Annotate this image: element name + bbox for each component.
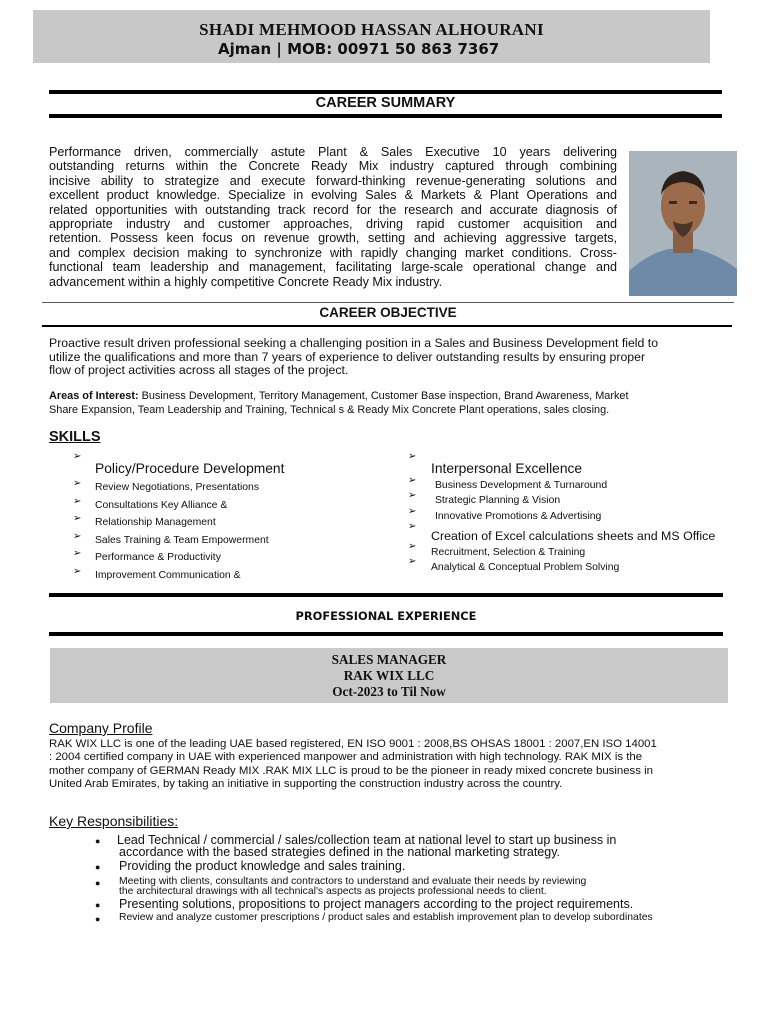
areas-of-interest <box>49 390 739 417</box>
summary-line: retention. Possess keen focus on revenue growth, setting and achieving aggressive targets, <box>49 231 617 246</box>
experience-top-rule <box>49 593 723 597</box>
company-profile-text <box>49 738 739 792</box>
header-banner <box>33 10 710 63</box>
skill-item: Performance & Productivity <box>95 552 221 563</box>
bullet-icon: ● <box>95 878 101 888</box>
responsibility-item: Providing the product knowledge and sales training. <box>119 859 406 873</box>
arrow-bullet-icon: ➢ <box>408 506 417 517</box>
candidate-name: SHADI MEHMOOD HASSAN ALHOURANI <box>199 20 544 39</box>
experience-bottom-rule <box>49 632 723 636</box>
interest-text: Business Development, Territory Management, Customer Base inspection, Brand Awareness, Market <box>138 390 629 402</box>
profile-photo <box>629 151 737 296</box>
profile-line: United Arab Emirates, by taking an initiative in supporting the construction industry across the country. <box>49 778 563 791</box>
job-title: SALES MANAGER <box>331 652 447 667</box>
interest-text: Share Expansion, Team Leadership and Training, Technical s & Ready Mix Concrete Plant operations, sales closing. <box>49 403 610 416</box>
objective-line: utilize the qualifications and more than 7 years of experience to deliver outstanding results by ensuring proper <box>49 349 646 364</box>
profile-line: : 2004 certified company in UAE with experienced manpower and administration with high technology. RAK MIX is the <box>49 751 643 764</box>
skill-item: Analytical & Conceptual Problem Solving <box>431 562 620 573</box>
arrow-bullet-icon: ➢ <box>408 541 417 552</box>
experience-title: PROFESSIONAL EXPERIENCE <box>295 609 477 623</box>
responsibility-item: Presenting solutions, propositions to project managers according to the project requirements. <box>119 897 634 911</box>
arrow-bullet-icon: ➢ <box>408 521 417 532</box>
profile-line: mother company of GERMAN Ready MIX .RAK MIX LLC is proud to be the pioneer in ready mixed concrete business in <box>49 764 653 777</box>
skill-item: Business Development & Turnaround <box>435 480 608 491</box>
arrow-bullet-icon: ➢ <box>73 548 82 559</box>
contact-line: Ajman | MOB: 00971 50 863 7367 <box>218 40 500 58</box>
bullet-icon: ● <box>95 862 101 872</box>
bullet-icon: ● <box>95 900 101 910</box>
objective-top-rule <box>42 302 734 303</box>
summary-line: excellent product knowledge. Specialize in evolving Sales & Markets & Plant Operations and <box>49 188 617 203</box>
arrow-bullet-icon: ➢ <box>73 531 82 542</box>
objective-line: flow of project activities across all stages of the project. <box>49 363 349 378</box>
responsibility-item: Lead Technical / commercial / sales/collection team at national level to start up business in <box>117 833 617 847</box>
profile-line: RAK WIX LLC is one of the leading UAE based registered, EN ISO 9001 : 2008,BS OHSAS 18001 : 2007,EN ISO 14001 <box>49 738 657 750</box>
skills-title: SKILLS <box>49 429 101 445</box>
skill-item: Innovative Promotions & Advertising <box>435 511 602 522</box>
career-objective-title: CAREER OBJECTIVE <box>319 305 457 320</box>
summary-line: appropriate industry and customer approaches, driving rapid customer acquisition and <box>49 217 617 232</box>
objective-bottom-rule <box>42 325 732 327</box>
bullet-icon: ● <box>95 836 101 846</box>
summary-top-rule <box>49 90 722 94</box>
skill-item: Review Negotiations, Presentations <box>95 482 260 493</box>
company-name: RAK WIX LLC <box>343 668 435 683</box>
key-responsibilities-heading: Key Responsibilities: <box>49 813 179 829</box>
company-profile-heading: Company Profile <box>49 720 153 736</box>
summary-line: and complex decision making to synchronize with rapidly changing market conditions. Cross- <box>49 245 617 260</box>
skill-heading: Creation of Excel calculations sheets and MS Office <box>431 529 716 543</box>
interest-label: Areas of Interest: <box>49 390 139 402</box>
job-period: Oct-2023 to Til Now <box>332 684 446 699</box>
summary-line: outstanding returns within the Concrete Ready Mix industry captured through combining <box>49 159 617 174</box>
arrow-bullet-icon: ➢ <box>73 451 82 462</box>
career-summary-text <box>49 145 617 289</box>
summary-line: related opportunities with outstanding track record for the research and accurate diagnosis of <box>49 202 617 217</box>
responsibility-item: accordance with the based strategies defined in the national marketing strategy. <box>119 845 561 859</box>
job-header-box <box>50 648 728 703</box>
skill-item: Recruitment, Selection & Training <box>431 547 586 558</box>
arrow-bullet-icon: ➢ <box>408 451 417 462</box>
career-objective-text <box>49 337 729 378</box>
summary-line: incisive ability to strategize and execute forward-thinking revenue-generating solutions and <box>49 173 617 188</box>
skill-heading: Policy/Procedure Development <box>95 461 285 476</box>
arrow-bullet-icon: ➢ <box>73 478 82 489</box>
skill-item: Consultations Key Alliance & <box>95 500 228 511</box>
arrow-bullet-icon: ➢ <box>73 513 82 524</box>
summary-line: Performance driven, commercially astute Plant & Sales Executive 10 years delivering <box>49 145 617 159</box>
skill-heading: Interpersonal Excellence <box>431 461 583 476</box>
arrow-bullet-icon: ➢ <box>73 566 82 577</box>
responsibility-item: the architectural drawings with all technical's aspects as projects professional needs to client. <box>119 886 547 897</box>
skill-item: Strategic Planning & Vision <box>435 495 561 506</box>
skill-item: Sales Training & Team Empowerment <box>95 535 269 546</box>
career-summary-title: CAREER SUMMARY <box>315 95 456 111</box>
bullet-icon: ● <box>95 914 101 924</box>
summary-bottom-rule <box>49 114 722 118</box>
responsibility-item: Review and analyze customer prescriptions / product sales and establish improvement plan to develop subordinates <box>119 912 653 923</box>
arrow-bullet-icon: ➢ <box>408 475 417 486</box>
arrow-bullet-icon: ➢ <box>408 556 417 567</box>
skill-item: Improvement Communication & <box>95 570 241 581</box>
arrow-bullet-icon: ➢ <box>408 490 417 501</box>
summary-line: functional team leadership and management, facilitating large-scale operational change and <box>49 260 617 275</box>
arrow-bullet-icon: ➢ <box>73 496 82 507</box>
responsibility-item: Meeting with clients, consultants and contractors to understand and evaluate their needs by reviewing <box>119 876 587 887</box>
skill-item: Relationship Management <box>95 517 216 528</box>
summary-line: advancement within a highly competitive Concrete Ready Mix industry. <box>49 274 443 289</box>
objective-line: Proactive result driven professional seeking a challenging position in a Sales and Business Development field to <box>49 336 659 350</box>
